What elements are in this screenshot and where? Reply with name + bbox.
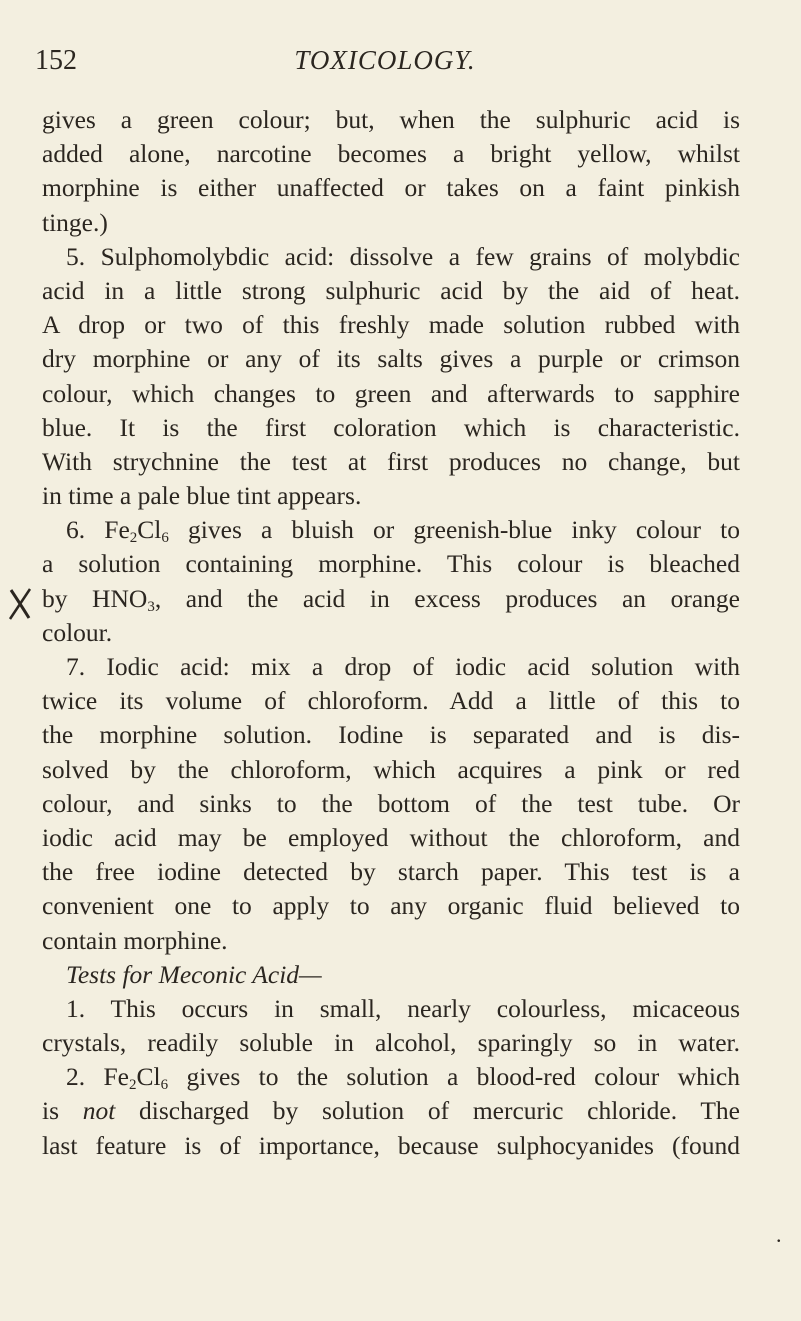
margin-x-mark xyxy=(5,586,35,622)
text-line: the free iodine detected by starch paper. This test is a xyxy=(42,857,740,887)
text-line: is not discharged by solution of mercuric chloride. The xyxy=(42,1096,740,1126)
text-line: dry morphine or any of its salts gives a purple or crimson xyxy=(42,344,740,374)
text-line: last feature is of importance, because sulphocyanides (found xyxy=(42,1130,740,1160)
text-line: 7. Iodic acid: mix a drop of iodic acid solution with xyxy=(66,652,740,681)
text-line: acid in a little strong sulphuric acid by the aid of heat. xyxy=(42,275,740,305)
text-line: convenient one to apply to any organic fluid believed to xyxy=(42,891,740,921)
text-line: colour, which changes to green and afterwards to sapphire xyxy=(42,378,740,408)
text-line: A drop or two of this freshly made solution rubbed with xyxy=(42,310,740,340)
text-line: blue. It is the first coloration which is characteristic. xyxy=(42,412,740,442)
text-line: 6. $Fe_2Cl_6$ gives a bluish or greenish-blue inky colour to xyxy=(66,515,741,547)
section-heading: Tests for Meconic Acid— xyxy=(66,959,322,989)
text-line: gives a green colour; but, when the sulphuric acid is xyxy=(42,105,740,134)
text-line: morphine is either unaffected or takes on a faint pinkish xyxy=(42,173,740,203)
text-line: solved by the chloroform, which acquires a pink or red xyxy=(42,754,740,784)
right-edge-mark: . xyxy=(776,1222,782,1247)
text-line: twice its volume of chloroform. Add a little of this to xyxy=(42,686,740,716)
text-line: colour, and sinks to the bottom of the test tube. Or xyxy=(42,788,740,818)
text-line: 2. $Fe_2Cl_6$ gives to the solution a blood-red colour which xyxy=(66,1062,740,1094)
text-line: tinge.) xyxy=(42,207,108,237)
text-line: in time a pale blue tint appears. xyxy=(42,481,362,511)
text-line: the morphine solution. Iodine is separated and is dis- xyxy=(42,720,740,750)
text-line: 5. Sulphomolybdic acid: dissolve a few grains of molybdic xyxy=(66,241,740,271)
page-number: 152 xyxy=(35,45,77,76)
text-line: by $HNO_3$, and the acid in excess produces an orange xyxy=(42,583,740,615)
text-line: crystals, readily soluble in alcohol, sparingly so in water. xyxy=(42,1028,740,1058)
page-header xyxy=(35,45,735,81)
text-line: added alone, narcotine becomes a bright yellow, whilst xyxy=(42,139,740,169)
text-line: colour. xyxy=(42,617,113,647)
text-line: With strychnine the test at first produces no change, but xyxy=(42,446,740,476)
emphasis: not xyxy=(82,1096,116,1126)
text-line: 1. This occurs in small, nearly colourless, micaceous xyxy=(66,993,740,1023)
text-line: a solution containing morphine. This colour is bleached xyxy=(42,549,740,579)
text-line: contain morphine. xyxy=(42,925,228,955)
body-text xyxy=(42,103,740,1163)
running-head: TOXICOLOGY. xyxy=(294,45,476,75)
text-line: iodic acid may be employed without the chloroform, and xyxy=(42,822,740,852)
